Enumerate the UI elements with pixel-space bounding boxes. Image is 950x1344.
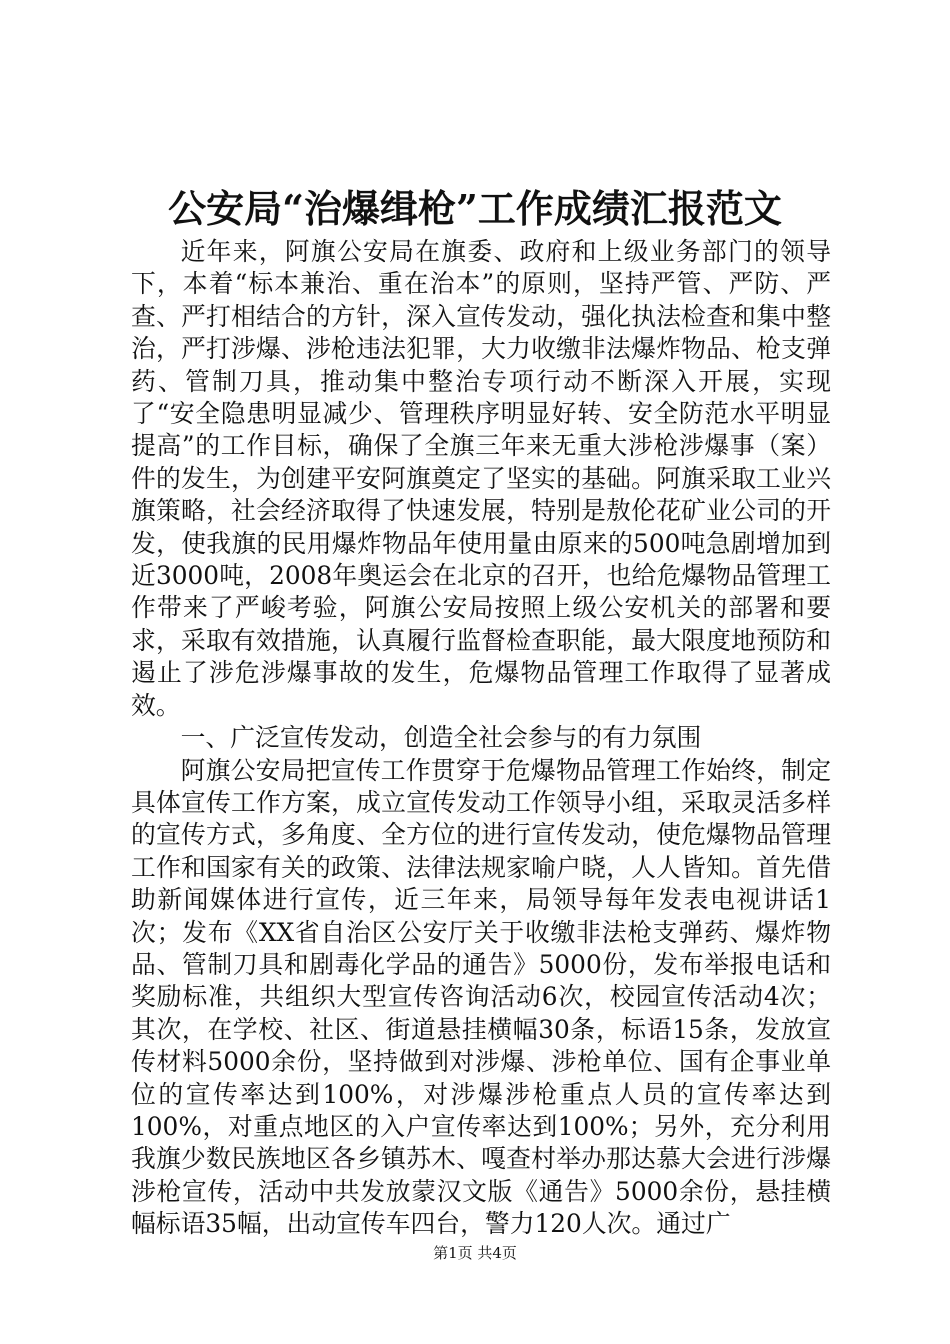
- page-footer: 第1页 共4页: [433, 1244, 517, 1262]
- section-heading: 一、广泛宣传发动，创造全社会参与的有力氛围: [180, 723, 702, 753]
- paragraph-intro: 近年来，阿旗公安局在旗委、政府和上级业务部门的领导下，本着“标本兼治、重在治本”的原则，坚持严管、严防、严查、严打相结合的方针，深入宣传发动，强化执法检查和集中整治，严打涉爆、涉枪违法犯罪，大力收缴非法爆炸物品、枪支弹药、管制刀具，推动集中整治专项行动不断深入开展，实现了“安全隐患明显减少、管理秩序明显好转、安全防范水平明显提高”的工作目标，确保了全旗三年来无重大涉枪涉爆事（案）件的发生，为创建平安阿旗奠定了坚实的基础。阿旗采取工业兴旗策略，社会经济取得了快速发展，特别是敖伦花矿业公司的开发，使我旗的民用爆炸物品年使用量由原来的500吨急剧增加到近3000吨，2008年奥运会在北京的召开，也给危爆物品管理工作带来了严峻考验，阿旗公安局按照上级公安机关的部署和要求，采取有效措施，认真履行监督检查职能，最大限度地预防和遏止了涉危涉爆事故的发生，危爆物品管理工作取得了显著成效。: [131, 237, 831, 720]
- paragraph-publicity: 阿旗公安局把宣传工作贯穿于危爆物品管理工作始终，制定具体宣传工作方案，成立宣传发动工作领导小组，采取灵活多样的宣传方式，多角度、全方位的进行宣传发动，使危爆物品管理工作和国家有关的政策、法律法规家喻户晓，人人皆知。首先借助新闻媒体进行宣传，近三年来，局领导每年发表电视讲话1次；发布《XX省自治区公安厅关于收缴非法枪支弹药、爆炸物品、管制刀具和剧毒化学品的通告》5000份，发布举报电话和奖励标准，共组织大型宣传咨询活动6次，校园宣传活动4次；其次，在学校、社区、街道悬挂横幅30条，标语15条，发放宣传材料5000余份，坚持做到对涉爆、涉枪单位、国有企事业单位的宣传率达到100%，对涉爆涉枪重点人员的宣传率达到100%，对重点地区的入户宣传率达到100%；另外，充分利用我旗少数民族地区各乡镇苏木、嘎查村举办那达慕大会进行涉爆涉枪宣传，活动中共发放蒙汉文版《通告》5000余份，悬挂横幅标语35幅，出动宣传车四台，警力120人次。通过广: [131, 755, 831, 1239]
- document-body: [131, 236, 831, 1241]
- page-title: 公安局“治爆缉枪”工作成绩汇报范文: [168, 186, 782, 231]
